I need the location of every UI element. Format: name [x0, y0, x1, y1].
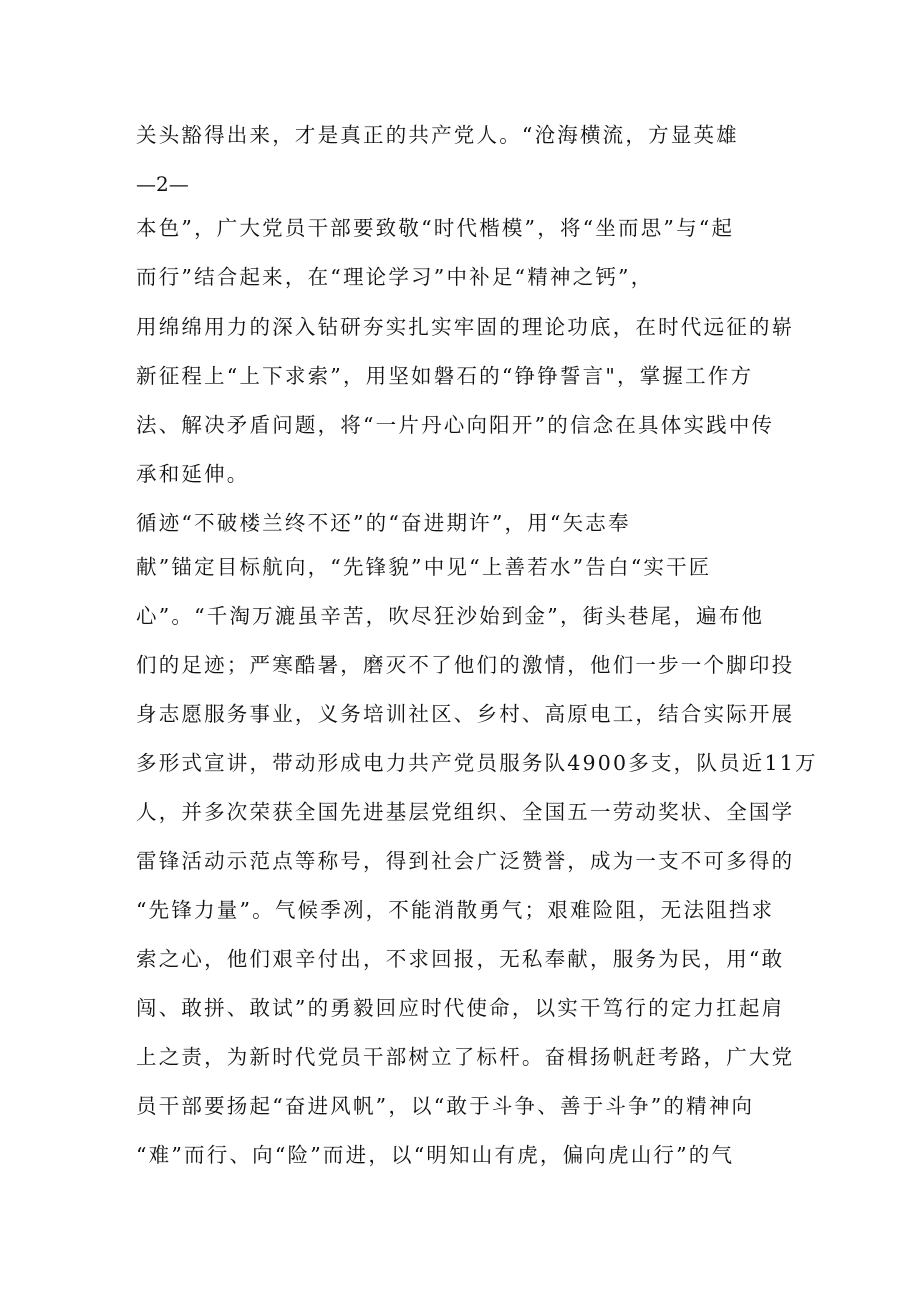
text-line: 而行”结合起来，在“理论学习”中补足“精神之钙”， [136, 265, 654, 289]
text-line: 人，并多次荣获全国先进基层党组织、全国五一劳动奖状、全国学 [136, 800, 795, 824]
text-line: “难”而行、向“险”而进，以“明知山有虎，偏向虎山行”的气 [136, 1143, 735, 1167]
text-line: 法、解决矛盾问题，将“一片丹心向阳开”的信念在具体实践中传 [136, 413, 775, 437]
text-line: 关头豁得出来，才是真正的共产党人。“沧海横流，方显英雄 [136, 123, 739, 147]
text-line: “先锋力量”。气候季冽，不能消散勇气；艰难险阻，无法阻挡求 [136, 898, 775, 922]
text-line: 员干部要扬起“奋进风帆”，以“敢于斗争、善于斗争”的精神向 [136, 1094, 755, 1118]
text-line: 闯、敢拼、敢试”的勇毅回应时代使命，以实干笃行的定力扛起肩 [136, 996, 785, 1020]
page-number: —2— [136, 172, 189, 196]
text-line: 多形式宣讲，带动形成电力共产党员服务队4900多支，队员近11万 [136, 751, 818, 775]
text-line: 心”。“千淘万漉虽辛苦，吹尽狂沙始到金”，街头巷尾，遍布他 [136, 604, 765, 628]
text-line: 献”锚定目标航向，“先锋貌”中见“上善若水”告白“实干匠 [136, 555, 712, 579]
text-line: 循迹“不破楼兰终不还”的“奋进期许”，用“矢志奉 [136, 511, 631, 535]
text-line: 身志愿服务事业，义务培训社区、乡村、高原电工，结合实际开展 [136, 702, 795, 726]
text-line: 用绵绵用力的深入钻研夯实扎实牢固的理论功底，在时代远征的崭 [136, 315, 795, 339]
text-line: 索之心，他们艰辛付出，不求回报，无私奉献，服务为民，用“敢 [136, 947, 785, 971]
text-line: 上之责，为新时代党员干部树立了标杆。奋楫扬帆赶考路，广大党 [136, 1045, 795, 1069]
text-line: 承和延伸。 [136, 462, 250, 486]
text-line: 雷锋活动示范点等称号，得到社会广泛赞誉，成为一支不可多得的 [136, 849, 795, 873]
text-line: 新征程上“上下求索”，用坚如磐石的“铮铮誓言"，掌握工作方 [136, 364, 754, 388]
text-line: 们的足迹；严寒酷暑，磨灭不了他们的激情，他们一步一个脚印投 [136, 653, 795, 677]
text-line: 本色”，广大党员干部要致敬“时代楷模”，将“坐而思”与“起 [136, 216, 735, 240]
